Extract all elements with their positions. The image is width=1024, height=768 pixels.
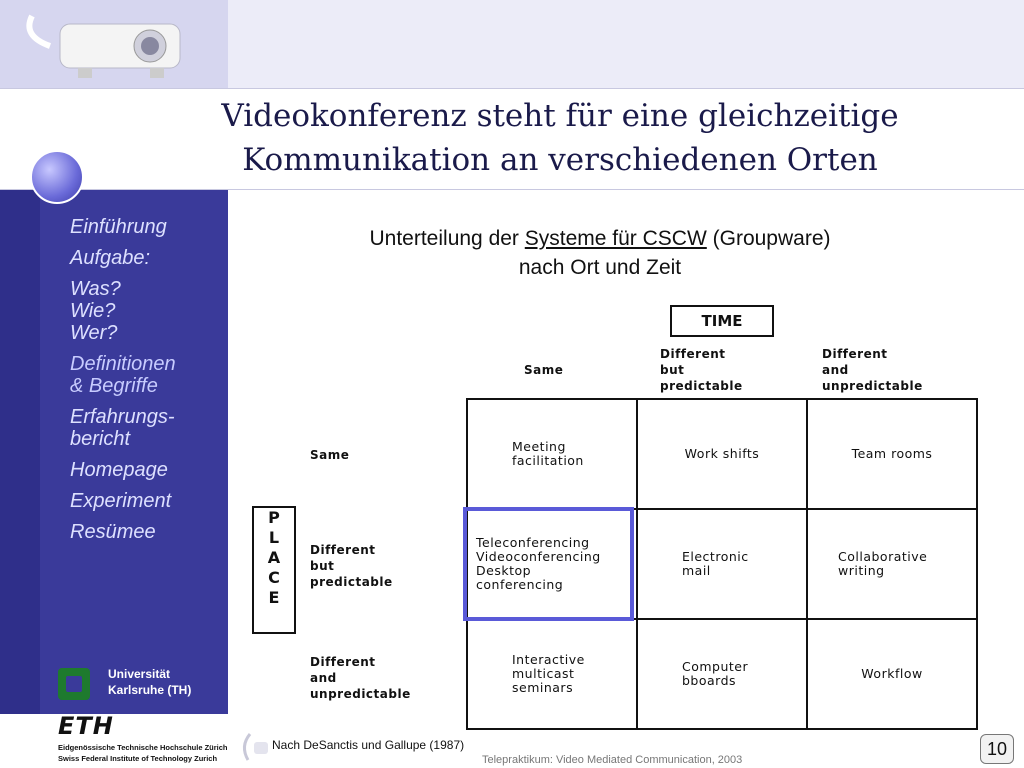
place-letter: A [267,548,281,567]
university-line1: Universität [108,667,171,681]
place-label-box [252,506,296,634]
eth-caption-line1: Eidgenössische Technische Hochschule Zürich [58,743,228,752]
matrix-row-different-unpredictable [467,619,977,729]
university-line2: Karlsruhe (TH) [108,683,192,697]
place-letter: P [268,508,280,527]
decorative-orb-icon [30,150,84,204]
eth-caption-line2: Swiss Federal Institute of Technology Zurich [58,754,218,763]
nav-label: Wie? [70,300,116,322]
matrix-cell [637,399,807,509]
matrix-row-same [467,399,977,509]
footer-text: Telepraktikum: Video Mediated Communication, 2003 [482,754,743,766]
matrix-cell [467,399,637,509]
column-header-same [524,362,563,378]
subtitle-suffix: (Groupware) [706,227,831,250]
slide-title-line1: Videokonferenz steht für eine gleichzeitige [221,98,899,134]
nav-item-homepage[interactable] [70,459,220,481]
column-header-text: Different but predictable [660,347,743,393]
matrix-cell-text: Teleconferencing Videoconferencing Desktop conferencing [476,535,601,592]
row-header-text: Different but predictable [310,543,393,589]
row-header-different-predictable [310,542,393,590]
row-header-text: Different and unpredictable [310,655,411,701]
university-logo [58,664,228,704]
university-name [108,666,191,698]
nav-item-aufgabe[interactable] [70,247,220,269]
matrix-cell [637,509,807,619]
subtitle-line2: nach Ort und Zeit [518,256,682,279]
nav-item-was-wie-wer[interactable] [70,278,220,344]
content-subtitle [270,224,930,282]
matrix-cell [467,619,637,729]
row-header-different-unpredictable [310,654,411,702]
matrix-cell [807,399,977,509]
eth-logo: ETH [58,712,114,740]
subtitle-link[interactable]: Systeme für CSCW [524,227,707,250]
nav-label: Definitionen [70,353,176,375]
matrix-cell-text: Computer bboards [682,659,749,688]
row-header-same [310,447,349,463]
matrix-cell-text: Work shifts [684,446,760,461]
nav-label: & Begriffe [70,375,158,397]
column-header-different-unpredictable [822,346,923,394]
matrix-cell [637,619,807,729]
column-header-text: Same [524,363,564,377]
column-header-text: Different and unpredictable [822,347,923,393]
nav-item-erfahrungsbericht[interactable] [70,406,220,450]
matrix-cell-text: Electronic mail [682,549,749,578]
nav-label: Was? [70,278,121,300]
highlight-frame [463,507,634,621]
page-number: 10 [980,734,1014,764]
header-stripe [228,0,1024,88]
nav-item-resuemee[interactable] [70,521,220,543]
nav-label: Resümee [70,521,156,543]
matrix-cell [807,509,977,619]
university-logo-icon [58,668,90,700]
nav-label: Wer? [70,322,118,344]
place-letter: L [268,528,280,547]
matrix-cell-text: Workflow [861,666,923,681]
slide-title-line2: Kommunikation an verschiedenen Orten [242,142,878,178]
citation: Nach DeSanctis und Gallupe (1987) [272,738,465,752]
projector-icon [20,6,200,84]
nav-item-experiment[interactable] [70,490,220,512]
matrix-cell-text: Team rooms [851,446,933,461]
subtitle-prefix: Unterteilung der [369,227,525,250]
swirl-icon [236,730,276,764]
nav-label: bericht [70,428,131,450]
nav-label: Einführung [70,216,167,238]
nav-label: Experiment [70,490,172,512]
nav-label: Erfahrungs- [70,406,175,428]
time-label-box: TIME [670,305,774,337]
nav-label: Homepage [70,459,168,481]
matrix-cell-text: Interactive multicast seminars [512,652,585,695]
sidebar-nav [70,216,220,552]
place-letter: E [268,588,280,607]
nav-label: Aufgabe: [70,247,151,269]
row-header-text: Same [310,448,350,462]
place-letter: C [268,568,280,587]
nav-item-einfuehrung[interactable] [70,216,220,238]
matrix-cell [807,619,977,729]
slide-title [120,94,1000,182]
nav-item-definitionen[interactable] [70,353,220,397]
matrix-cell-text: Meeting facilitation [512,439,584,468]
column-header-different-predictable [660,346,743,394]
matrix-cell-text: Collaborative writing [838,549,928,578]
